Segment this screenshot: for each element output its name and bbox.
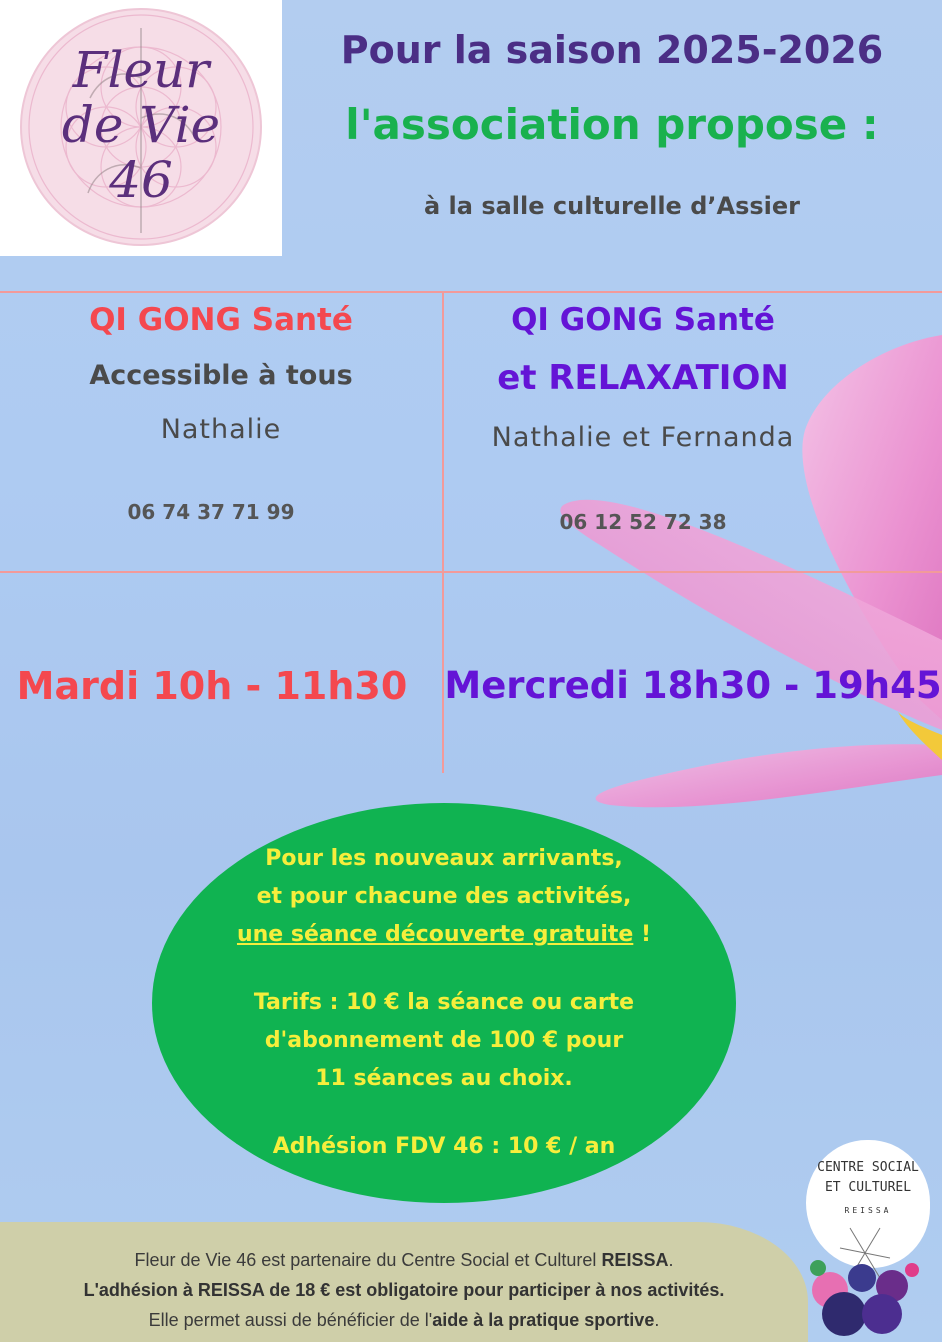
grid-line-top bbox=[0, 291, 942, 293]
reissa-line1: CENTRE SOCIAL bbox=[817, 1160, 919, 1175]
adhesion-text: Adhésion FDV 46 : 10 € / an bbox=[272, 1134, 616, 1159]
footer-line1-end: . bbox=[668, 1250, 674, 1270]
location-text: à la salle culturelle d’Assier bbox=[424, 192, 800, 220]
logo-line1: Fleur bbox=[72, 41, 210, 99]
association-subtitle: l'association propose : bbox=[345, 100, 879, 149]
activity-left-subtitle: Accessible à tous bbox=[89, 360, 353, 391]
grid-line-middle bbox=[0, 571, 942, 573]
footer-line1 bbox=[0, 1250, 808, 1271]
activity-left-teacher: Nathalie bbox=[160, 414, 282, 445]
activity-left-schedule: Mardi 10h - 11h30 bbox=[16, 664, 408, 708]
tarifs-line1: Tarifs : 10 € la séance ou carte bbox=[253, 990, 635, 1015]
activity-left-phone: 06 74 37 71 99 bbox=[127, 500, 295, 524]
footer-line3-end: . bbox=[654, 1310, 660, 1330]
reissa-line2: ET CULTUREL bbox=[824, 1180, 912, 1195]
footer-obligation: L'adhésion à REISSA de 18 € est obligatoire pour participer à nos activités. bbox=[83, 1280, 725, 1300]
activity-right-phone: 06 12 52 72 38 bbox=[559, 510, 727, 534]
offer-line3 bbox=[152, 916, 736, 954]
footer-line3 bbox=[0, 1310, 808, 1331]
footer-line3-text: Elle permet aussi de bénéficier de l' bbox=[148, 1310, 433, 1330]
season-title: Pour la saison 2025-2026 bbox=[340, 28, 884, 72]
activity-right-schedule: Mercredi 18h30 - 19h45 bbox=[444, 664, 942, 707]
offer-line2: et pour chacune des activités, bbox=[256, 884, 632, 909]
activity-right-title-line2: et RELAXATION bbox=[497, 358, 789, 398]
logo-line3: 46 bbox=[109, 151, 173, 209]
tarifs-line3: 11 séances au choix. bbox=[315, 1066, 573, 1091]
activity-left-title: QI GONG Santé bbox=[89, 302, 353, 338]
offer-line1: Pour les nouveaux arrivants, bbox=[265, 846, 623, 871]
footer-sport-aid: aide à la pratique sportive bbox=[432, 1310, 655, 1330]
tarifs-line2: d'abonnement de 100 € pour bbox=[264, 1028, 624, 1053]
offer-free-session: une séance découverte gratuite bbox=[236, 922, 634, 947]
activity-right-title-line1: QI GONG Santé bbox=[511, 302, 775, 338]
offer-line3-end: ! bbox=[633, 922, 652, 947]
reissa-line3: REISSA bbox=[844, 1206, 892, 1215]
activity-right-teacher: Nathalie et Fernanda bbox=[491, 422, 795, 453]
fleur-de-vie-logo bbox=[0, 0, 282, 256]
logo-line2: de Vie bbox=[61, 96, 221, 154]
footer-reissa: REISSA bbox=[601, 1250, 669, 1270]
footer-line2 bbox=[0, 1280, 808, 1301]
footer-line1-text: Fleur de Vie 46 est partenaire du Centre Social et Culturel bbox=[134, 1250, 602, 1270]
